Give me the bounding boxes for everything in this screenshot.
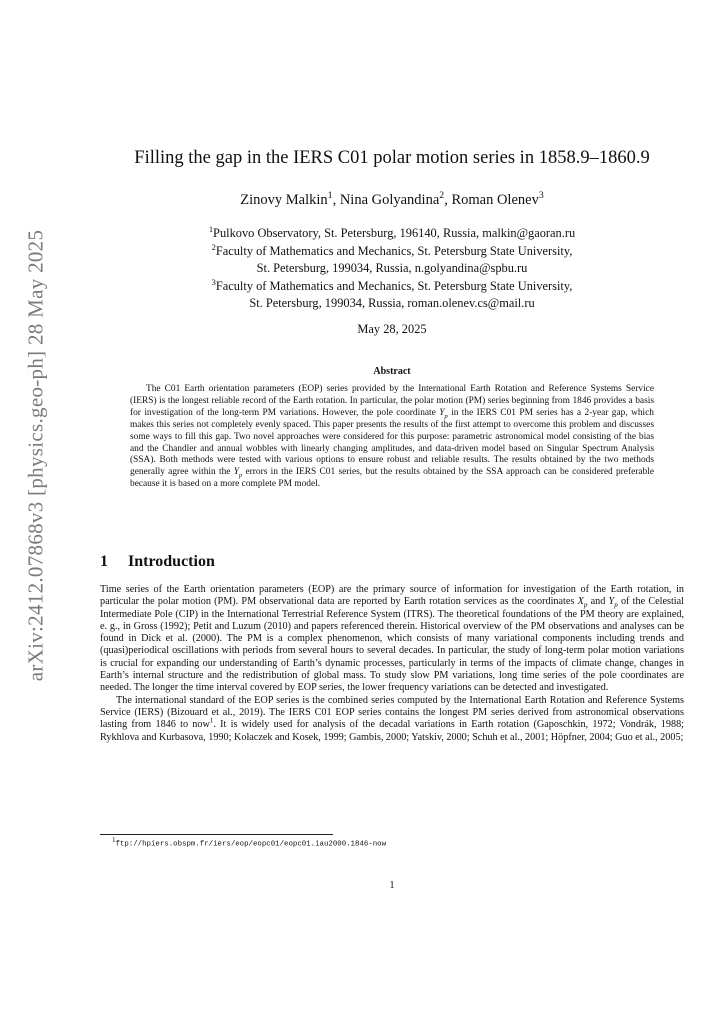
affiliation-2: $^2$Faculty of Mathematics and Mechanics, St. Petersburg State University, [211,241,573,258]
abstract-paragraph: The C01 Earth orientation parameters (EOP) series provided by the International Earth Rotation and Reference Systems Service (IERS) is the longest reliable record of the Earth rotation. In particular, the polar motion (PM) series beginning from 1846 provides a basis for investigation of the long-term PM variations. However, the pole coordinate $Y_p$ in the IERS C01 PM series has a 2-year gap, which makes this series not completely evenly spaced. This paper presents the results of the first attempt to overcome this problem and discusses some ways to fill this gap. Two novel approaches were considered for this purpose: parametric astronomical model consisting of the bias and the Chandler and annual wobbles with linearly changing amplitudes, and data-driven model based on Singular Spectrum Analysis (SSA). Both methods were tested with various options to ensure robust and reliable results. The results obtained by the two methods generally agree within the $Y_p$ errors in the IERS C01 series, but the results obtained by the SSA approach can be considered preferable because it is based on a more complete PM model. [130,384,654,490]
section-title: Introduction [128,553,215,570]
affiliation-3-line2: St. Petersburg, 199034, Russia, roman.olenev.cs@mail.ru [249,296,535,311]
intro-paragraph-2: The international standard of the EOP series is the combined series computed by the International Earth Rotation and Reference Systems Service (IERS) (Bizouard et al., 2019). The IERS C01 EOP series contains the longest PM series derived from astronomical observations lasting from 1846 to now$^1$. It is widely used for analysis of the decadal variations in Earth rotation (Gaposchkin, 1972; Vondrák, 1988; Rykhlova and Kurbasova, 1990; Kołaczek and Kosek, 1999; Gambis, 2000; Yatskiv, 2000; Schuh et al., 2001; Höpfner, 2004; Guo et al., 2005; [100,694,684,743]
affiliations [100,225,684,313]
affiliation-1: $^1$Pulkovo Observatory, St. Petersburg, 196140, Russia, malkin@gaoran.ru [208,223,576,240]
author-3: Roman Olenev$^3$ [451,190,544,208]
author-2: Nina Golyandina$^2$, [339,190,452,208]
arxiv-identifier-stamp [18,229,54,681]
abstract-heading: Abstract [373,366,411,377]
footnote-url[interactable]: ftp://hpiers.obspm.fr/iers/eop/eopc01/eopc01.iau2000.1846-now [115,840,387,849]
intro-paragraph-1: Time series of the Earth orientation parameters (EOP) are the primary source of information for investigation of the Earth rotation, in particular the polar motion (PM). PM observational data are reported by Earth rotation services as the coordinates $X_p$ and $Y_p$ of the Celestial Intermediate Pole (CIP) in the International Terrestrial Reference System (ITRS). The theoretical foundations of the PM theory are explained, e. g., in Gross (1992); Petit and Luzum (2010) and papers referenced therein. Historical overview of the PM observations and analyses can be found in Dick et al. (2000). The PM is a complex phenomenon, which consists of many variational components including trends and (quasi)periodical oscillations with periods from several hours to several decades. In particular, the study of long-term polar motion variations is crucial for expanding our understanding of Earth’s dynamic processes, particularly in terms of the impacts of climate change, changes in Earth’s internal structure and the redistribution of global mass. To study slow PM variations, long time series of the pole coordinates are needed. The longer the time interval covered by EOP series, the lower frequency variations can be detected and investigated. [100,584,684,694]
arxiv-identifier-text: arXiv:2412.07868v3 [physics.geo-ph] 28 May 2025 [23,229,48,681]
affiliation-2-line2: St. Petersburg, 199034, Russia, n.golyandina@spbu.ru [256,261,528,276]
paper-title: Filling the gap in the IERS C01 polar motion series in 1858.9–1860.9 [134,148,650,168]
footnote [112,836,387,849]
footnote-rule [100,834,333,835]
section-heading [100,553,215,571]
introduction-body [100,584,684,744]
author-1: Zinovy Malkin$^1$, [240,190,340,208]
paper-date: May 28, 2025 [357,322,427,336]
footnote-mark: 1 [112,836,116,844]
author-list [100,190,684,210]
abstract-body [130,384,654,491]
footnote-ref[interactable]: 1 [209,717,214,725]
page-number: 1 [389,880,395,891]
section-number: 1 [100,553,108,570]
affiliation-3: $^3$Faculty of Mathematics and Mechanics, St. Petersburg State University, [211,276,573,293]
